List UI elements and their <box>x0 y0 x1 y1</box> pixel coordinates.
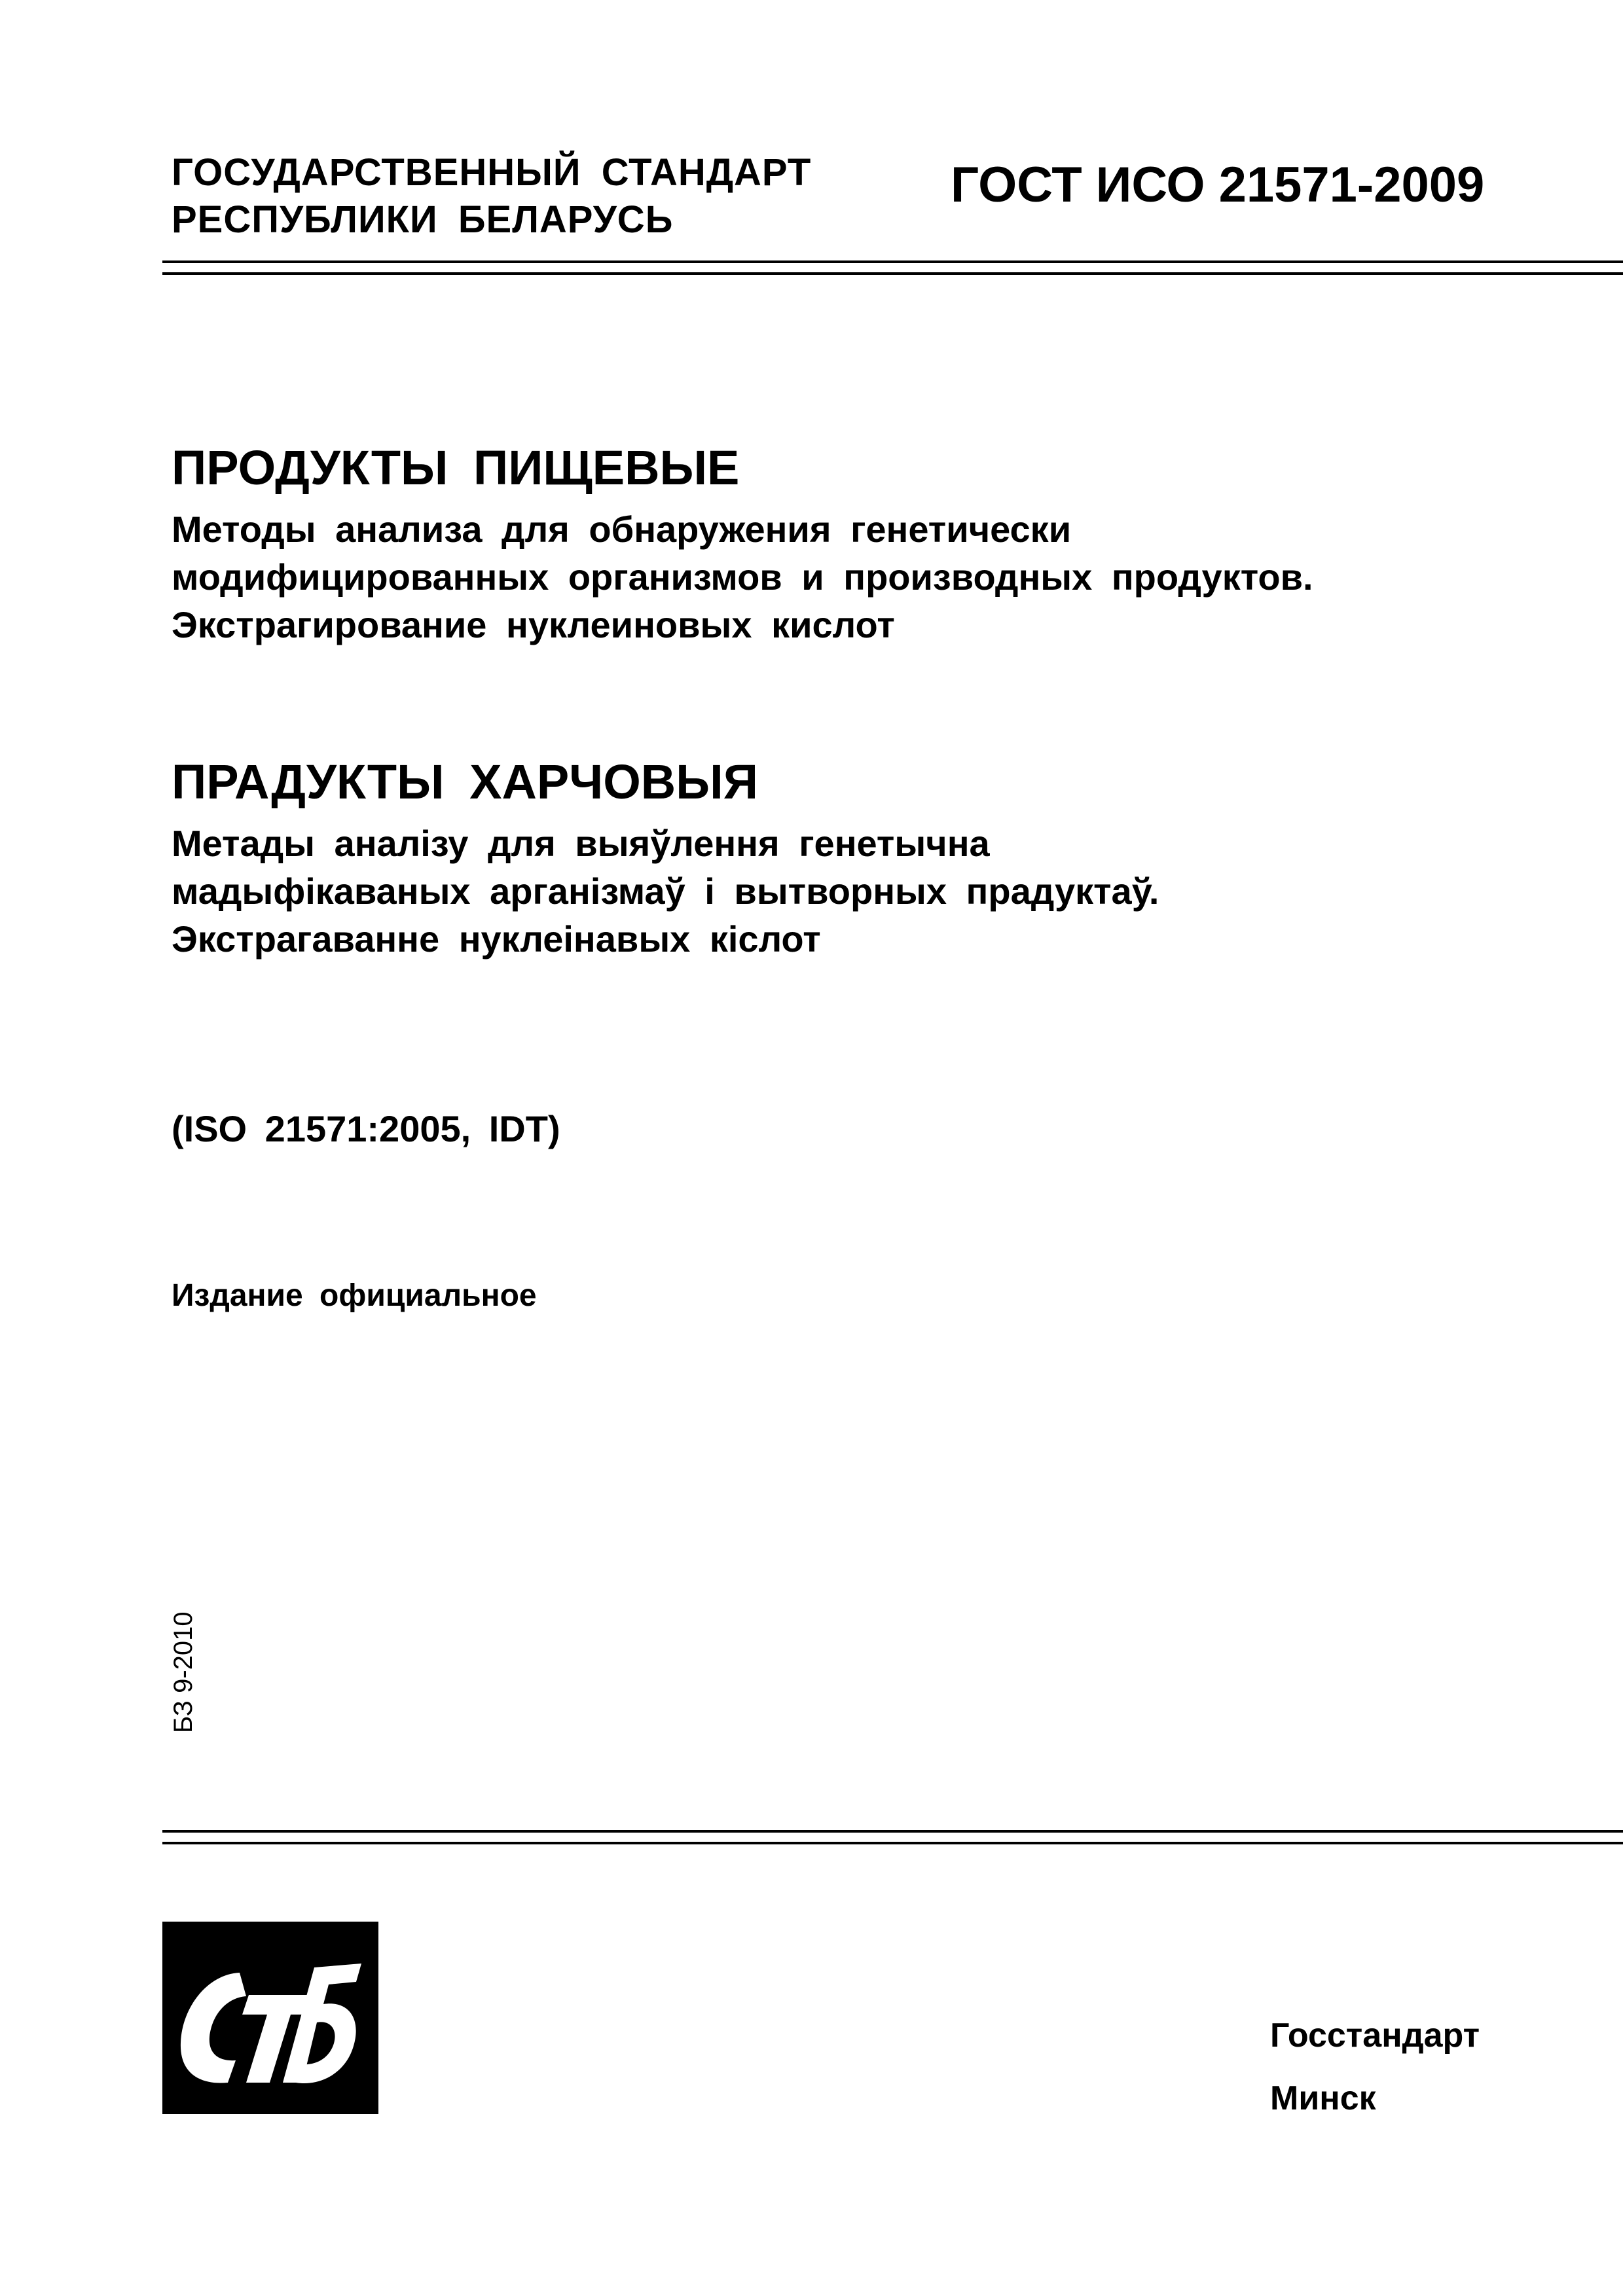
standard-authority <box>172 149 811 243</box>
footer-divider-top <box>162 1830 1623 1833</box>
subtitle-belarusian-line: мадыфікаваных арганізмаў і вытворных прадуктаў. <box>172 870 1159 912</box>
standard-number: ГОСТ ИСО 21571-2009 <box>951 157 1485 213</box>
subtitle-russian-line: Методы анализа для обнаружения генетически <box>172 509 1072 550</box>
subtitle-russian <box>172 505 1313 649</box>
authority-line-1: ГОСУДАРСТВЕННЫЙ СТАНДАРТ <box>172 151 812 194</box>
authority-line-2: РЕСПУБЛИКИ БЕЛАРУСЬ <box>172 198 674 241</box>
subtitle-russian-line: модифицированных организмов и производных продуктов. <box>172 556 1313 598</box>
side-code: БЗ 9-2010 <box>169 1611 198 1733</box>
footer-divider-bottom <box>162 1842 1623 1844</box>
subtitle-belarusian-line: Экстрагаванне нуклеінавых кіслот <box>172 918 821 960</box>
publisher-city: Минск <box>1270 2079 1376 2117</box>
subtitle-belarusian <box>172 819 1159 963</box>
subtitle-russian-line: Экстрагирование нуклеиновых кислот <box>172 604 895 645</box>
header-divider-bottom <box>162 272 1623 275</box>
iso-reference: (ISO 21571:2005, IDT) <box>172 1108 560 1149</box>
header-divider-top <box>162 260 1623 263</box>
subtitle-belarusian-line: Метады аналізу для выяўлення генетычна <box>172 823 990 864</box>
title-russian: ПРОДУКТЫ ПИЩЕВЫЕ <box>172 440 740 495</box>
stb-logo-icon <box>162 1922 378 2114</box>
publisher-name: Госстандарт <box>1270 2017 1480 2054</box>
title-belarusian: ПРАДУКТЫ ХАРЧОВЫЯ <box>172 755 758 809</box>
edition-note: Издание официальное <box>172 1278 537 1313</box>
